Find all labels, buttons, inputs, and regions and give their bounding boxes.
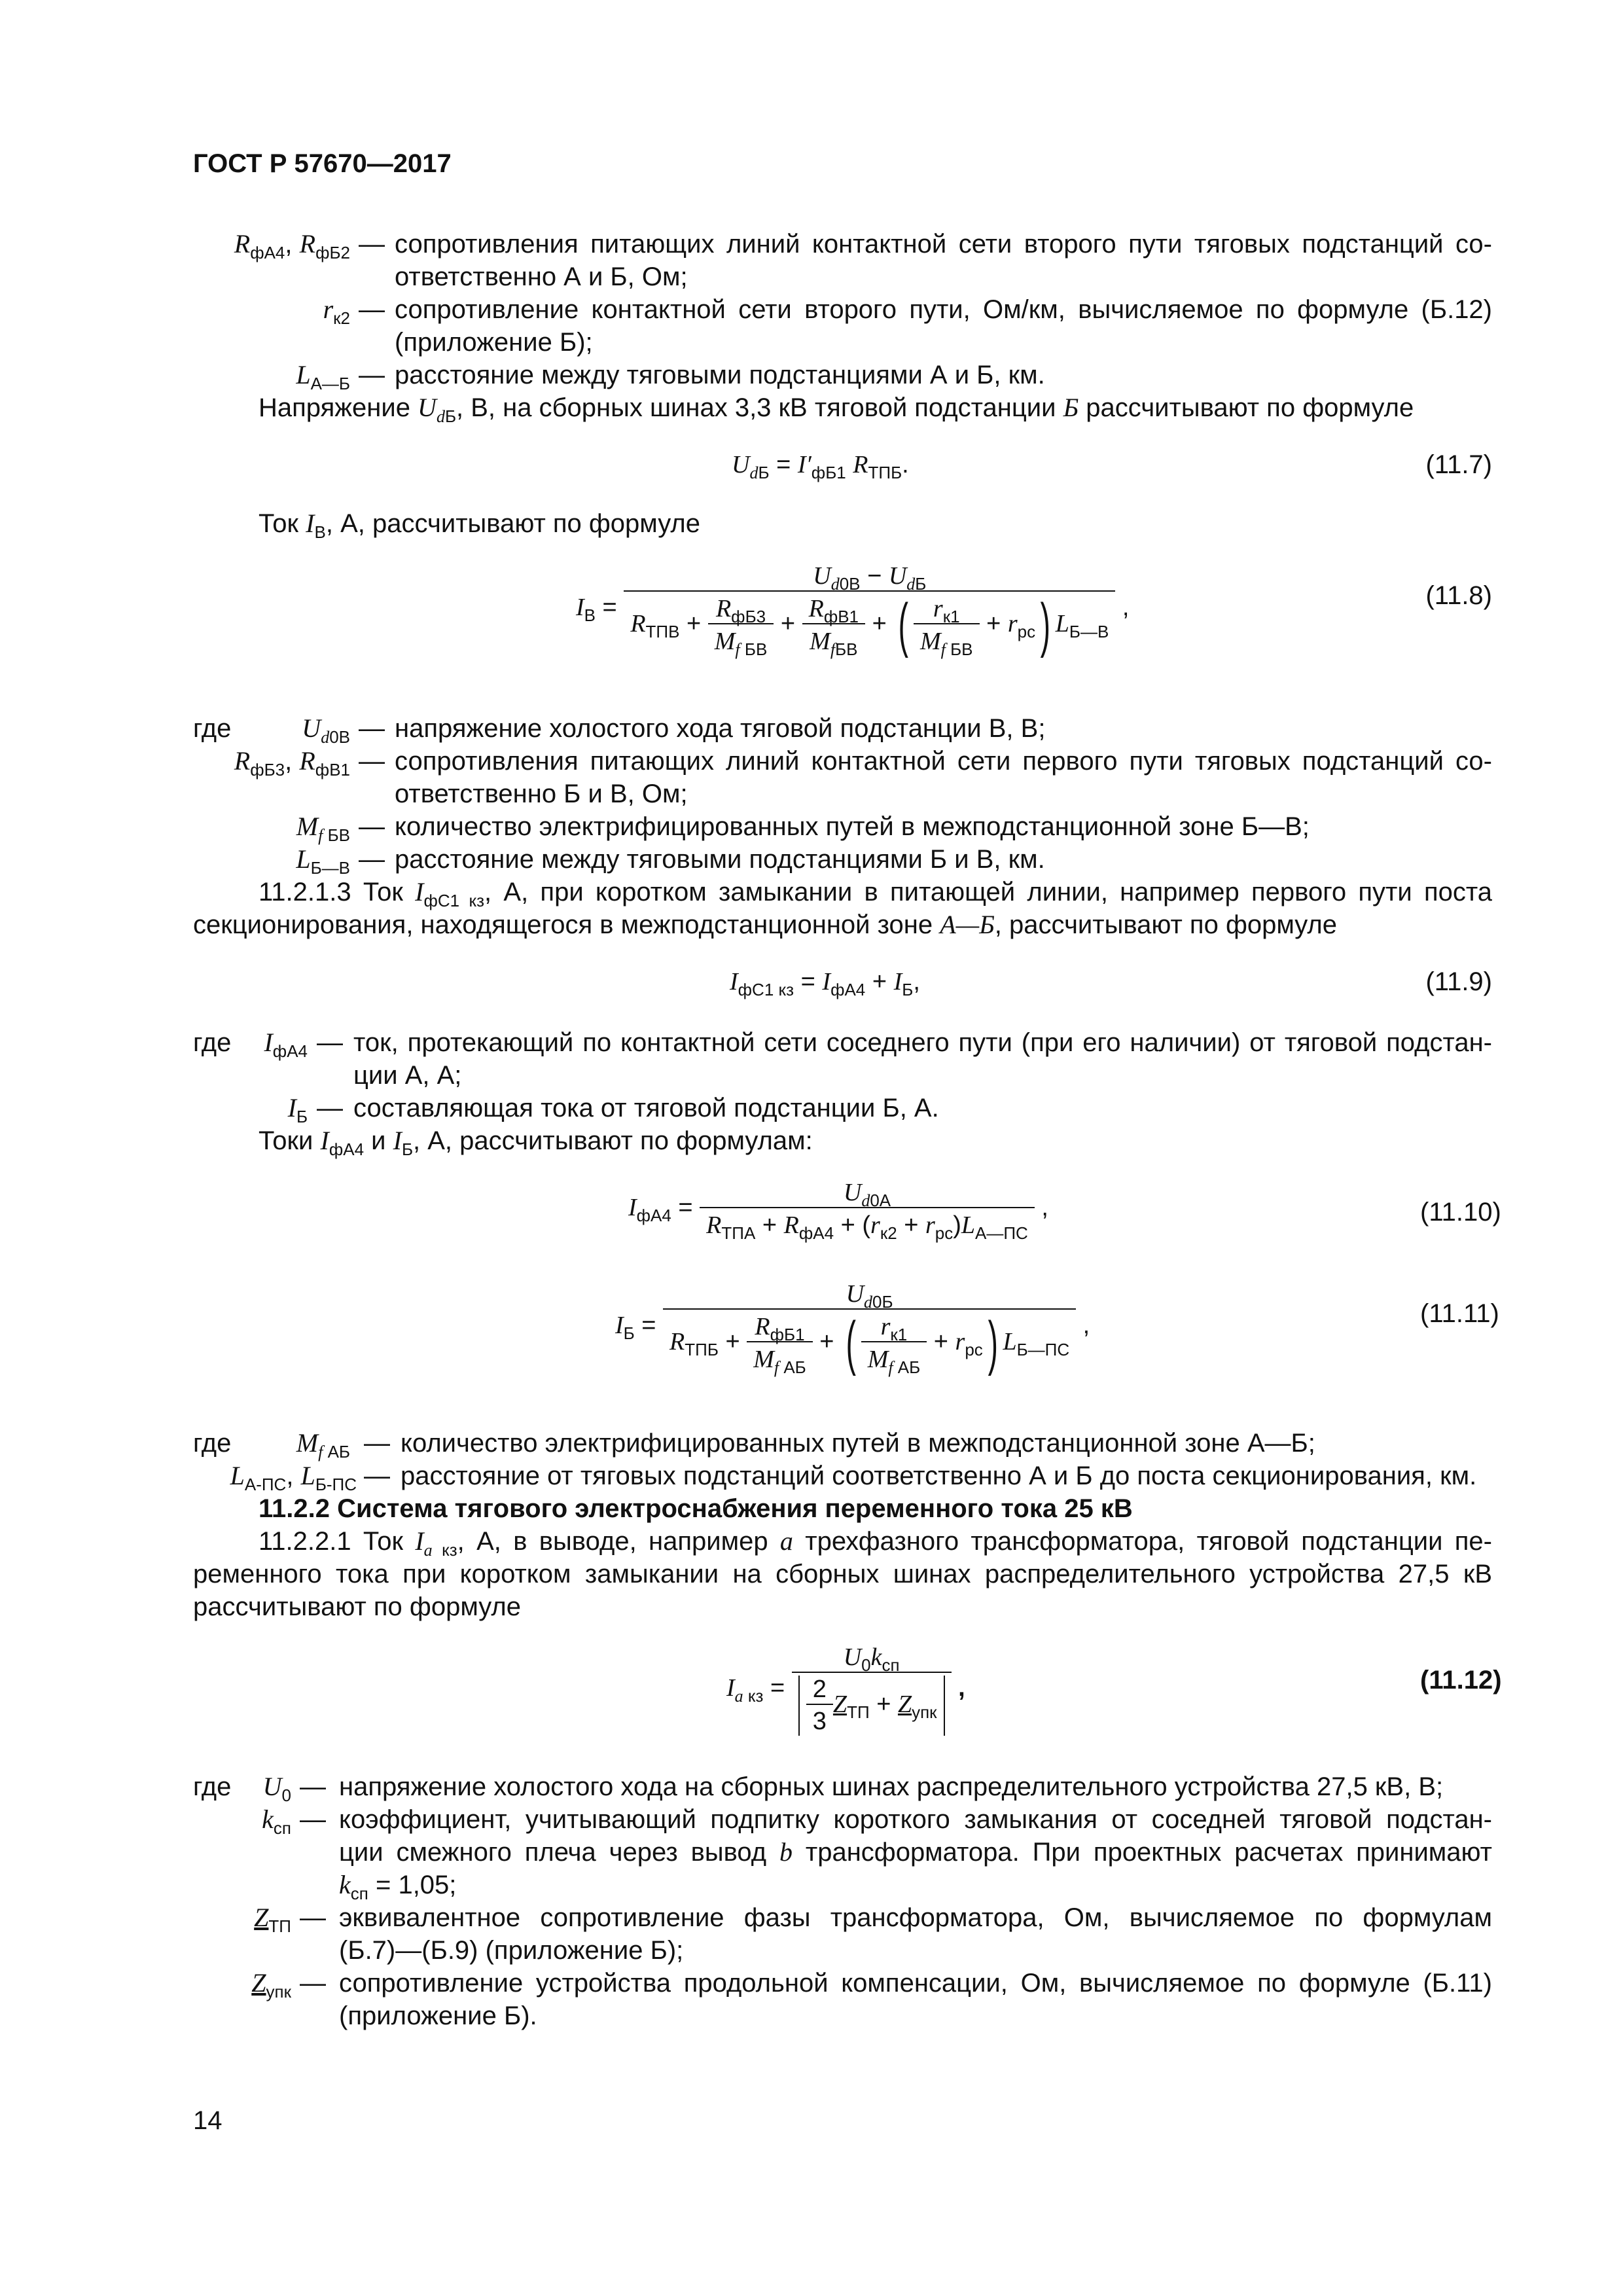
paragraph-currents: Токи $I_{фА4}$ и $I_Б$, А, рассчитывают по формулам: [259,1126,813,1159]
equation-11-10: $I_{фА4}$ = $\frac{U_{d0А}}{R_{ТПА} + R_{фА4} + (r_{к2} + r_{рс})L_{А—ПС}}$ , [628,1179,1048,1243]
definition-text-cont2: $k_{сп} = 1,05$; [339,1870,457,1903]
definition-text: напряжение холостого хода тяговой подстанции В, В; [395,714,1046,743]
equation-11-9: $I_{фС1 кз} = I_{фА4} + I_Б$, [730,968,920,999]
definition-text-cont: ции смежного плеча через вывод b трансформатора. При проектных расчетах принимают [339,1837,1492,1867]
equation-11-7: $U_{dБ} = I'_{фБ1}$ $R_{ТПБ}$. [732,451,909,482]
dash: — [364,1462,390,1490]
definition-text: коэффициент, учитывающий подпитку короткого замыкания от соседней тяговой подстан- [339,1805,1492,1834]
definition-text: эквивалентное сопротивление фазы трансформатора, Ом, вычисляемое по формулам [339,1903,1492,1932]
definition-text: напряжение холостого хода на сборных шинах распределительного устройства 27,5 кВ, В; [339,1772,1444,1801]
definition-text-cont: (приложение Б); [395,328,593,357]
equation-number: (11.7) [1425,450,1492,479]
symbol-mf-ab: $M_{f АБ}$ [296,1428,350,1462]
dash: — [359,747,385,776]
symbol-lb-v: $L_{Б—В}$ [296,844,350,878]
definition-text: сопротивление устройства продольной компенсации, Ом, вычисляемое по формуле (Б.11) [339,1969,1492,1998]
page-number: 14 [193,2106,223,2135]
paragraph-11-2-2-1-cont2: рассчитывают по формуле [193,1592,521,1621]
definition-text: составляющая тока от тяговой подстанции Б, А. [353,1094,939,1122]
paragraph-11-2-1-3-cont: секционирования, находящегося в межподстанционной зоне А—Б, рассчитывают по формуле [193,910,1337,939]
definition-text-cont: (Б.7)—(Б.9) (приложение Б); [339,1936,684,1965]
dash: — [364,1429,390,1458]
definition-text-cont: ответственно Б и В, Ом; [395,780,688,808]
definition-text: количество электрифицированных путей в межподстанционной зоне Б—В; [395,812,1310,841]
equation-number: (11.11) [1420,1299,1499,1328]
symbol-la-b: $L_{А—Б}$ [296,360,350,393]
definition-text: расстояние от тяговых подстанций соответственно А и Б до поста секционирования, км. [401,1462,1477,1490]
paragraph-udb: Напряжение $U_{dБ}$, В, на сборных шинах 3,3 кВ тяговой подстанции Б рассчитывают по формуле [259,393,1414,426]
definition-text: сопротивления питающих линий контактной сети второго пути тяговых подстанций со- [395,230,1492,259]
paragraph-11-2-2-1-cont: ременного тока при коротком замыкании на сборных шинах распределительного устройства 27,5 кВ [193,1560,1492,1588]
dash: — [359,295,385,324]
definition-text-cont: (приложение Б). [339,2001,537,2030]
equation-11-12: $I_{a кз}$ = $U_0k_{сп}$ $\frac{2}{3}$ $Z_{ТП} + Z_{упк}$ , [726,1643,965,1735]
equation-11-11: $I_Б$ = $U_{d0Б}$ $R_{ТПБ}$ + $\frac{R_{фБ1}}{M_{f АБ}}$ + ( $\frac{r_{к1}}{M_{f АБ}}$ + $r_{рс}$) $L_{Б—ПС}$ , [615,1280,1090,1377]
equation-number: (11.9) [1425,967,1492,996]
dash: — [317,1094,343,1122]
definition-text: количество электрифицированных путей в межподстанционной зоне А—Б; [401,1429,1315,1458]
dash: — [359,230,385,259]
paragraph-11-2-1-3: 11.2.1.3 Ток $I_{фС1 кз}$, А, при коротком замыкании в питающей линии, например первого пути поста [259,877,1492,910]
where-label: где [193,714,232,743]
document-header: ГОСТ Р 57670—2017 [193,149,452,178]
symbol-rfb3-rfv1: $R_{фБ3}$, $R_{фВ1}$ [234,746,350,780]
symbol-u0: $U_0$ [262,1772,291,1805]
dash: — [359,714,385,743]
symbol-zupk: $Z_{упк}$ [251,1968,291,2001]
dash: — [359,361,385,389]
equation-11-8: $I_В$ = $U_{d0В} - U_{dБ}$ $R_{ТПВ}$ + $\frac{R_{фБ3}}{M_{f БВ}}$ + $\frac{R_{фВ1}}{M_{fБВ}}$ + ( $\frac{r_{к1}}{M_{f БВ}}$ + $r_{рс}$) $L_{Б—В}$ , [576,562,1130,659]
definition-text: расстояние между тяговыми подстанциями А и Б, км. [395,361,1045,389]
dash: — [359,845,385,874]
where-label: где [193,1429,232,1458]
definition-text: расстояние между тяговыми подстанциями Б и В, км. [395,845,1045,874]
dash: — [300,1772,326,1801]
paragraph-ib: Ток $I_В$, А, рассчитывают по формуле [259,509,700,542]
dash: — [300,1969,326,1998]
where-label: где [193,1028,232,1057]
symbol-rk2: $r_{к2}$ [323,295,350,328]
definition-text: ток, протекающий по контактной сети соседнего пути (при его наличии) от тяговой подстан- [353,1028,1492,1057]
dash: — [300,1805,326,1834]
symbol-ib: $I_Б$ [287,1093,308,1126]
symbol-ztp: $Z_{ТП}$ [254,1903,291,1936]
symbol-ifa4: $I_{фА4}$ [264,1028,308,1061]
dash: — [317,1028,343,1057]
section-heading-11-2-2: 11.2.2 Система тягового электроснабжения переменного тока 25 кВ [259,1494,1133,1523]
dash: — [359,812,385,841]
equation-number: (11.12) [1420,1666,1502,1695]
paragraph-11-2-2-1: 11.2.2.1 Ток $I_{a кз}$, А, в выводе, например a трехфазного трансформатора, тяговой подстанции пе- [259,1526,1493,1560]
symbol-rfa4-rfb2: $R_{фА4}$, $R_{фБ2}$ [234,229,350,262]
symbol-mf-bv: $M_{f БВ}$ [296,812,350,845]
where-label: где [193,1772,232,1801]
definition-text: сопротивления питающих линий контактной сети первого пути тяговых подстанций со- [395,747,1492,776]
equation-number: (11.8) [1425,581,1492,610]
symbol-ud0v: $U_{d0В}$ [302,713,350,747]
symbol-la-ps-lb-ps: $L_{А-ПС}$, $L_{Б-ПС}$ [230,1461,357,1494]
definition-text-cont: ции А, А; [353,1061,462,1090]
definition-text: сопротивление контактной сети второго пути, Ом/км, вычисляемое по формуле (Б.12) [395,295,1492,324]
dash: — [300,1903,326,1932]
equation-number: (11.10) [1420,1198,1501,1227]
definition-text-cont: ответственно А и Б, Ом; [395,262,688,291]
symbol-ksp: $k_{сп}$ [262,1804,291,1838]
